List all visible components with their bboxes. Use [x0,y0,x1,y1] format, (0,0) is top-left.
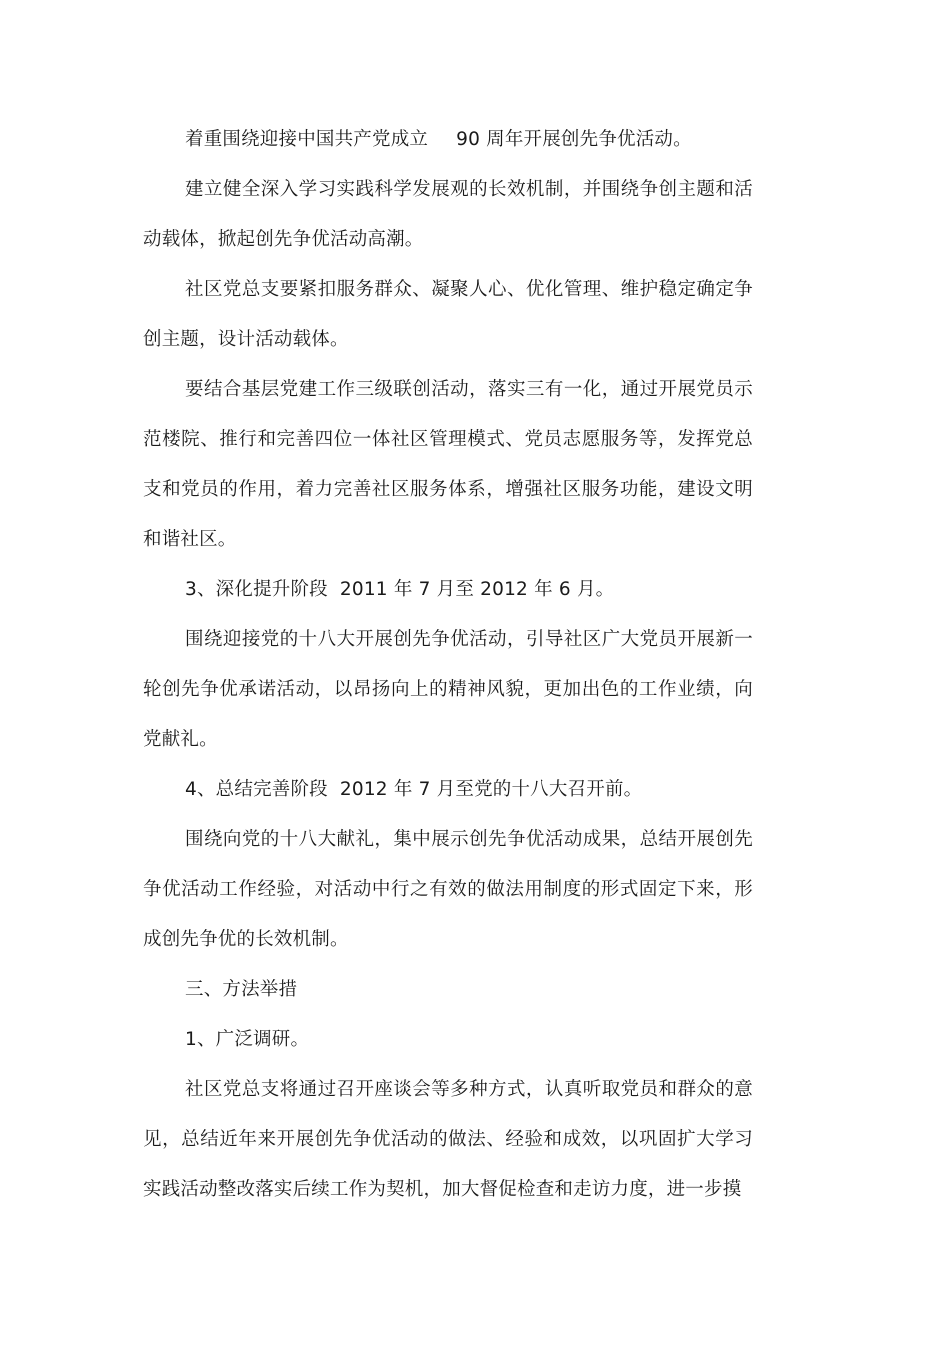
paragraph-7 [143,765,753,815]
paragraph-8: 围绕向党的十八大献礼，集中展示创先争优活动成果，总结开展创先争优活动工作经验，对活动中行之有效的做法用制度的形式固定下来，形成创先争优的长效机制。 [143,829,753,950]
paragraph-2: 建立健全深入学习实践科学发展观的长效机制，并围绕争创主题和活动载体，掀起创先争优活动高潮。 [143,179,753,250]
paragraph-11: 社区党总支将通过召开座谈会等多种方式，认真听取党员和群众的意见，总结近年来开展创先争优活动的做法、经验和成效，以巩固扩大学习实践活动整改落实后续工作为契机，加大督促检查和走访力度，进一步摸 [143,1079,753,1200]
stage-4-heading: 4、总结完善阶段 [185,779,328,800]
stage-4-dates: 2012 年 7 月至党的十八大召开前。 [339,779,643,800]
paragraph-1-part-2: 90 周年开展创先争优活动。 [456,129,692,150]
paragraph-3: 社区党总支要紧扣服务群众、凝聚人心、优化管理、维护稳定确定争创主题，设计活动载体。 [143,279,753,350]
paragraph-6: 围绕迎接党的十八大开展创先争优活动，引导社区广大党员开展新一轮创先争优承诺活动，以昂扬向上的精神风貌，更加出色的工作业绩，向党献礼。 [143,629,753,750]
document-body [143,115,753,1215]
paragraph-4: 要结合基层党建工作三级联创活动，落实三有一化，通过开展党员示范楼院、推行和完善四位一体社区管理模式、党员志愿服务等，发挥党总支和党员的作用，着力完善社区服务体系，增强社区服务功能，建设文明和谐社区。 [143,379,753,550]
subsection-heading-1: 1、广泛调研。 [185,1029,310,1050]
paragraph-1-part-1: 着重围绕迎接中国共产党成立 [185,129,429,150]
stage-3-heading: 3、深化提升阶段 [185,579,328,600]
paragraph-1 [143,115,753,165]
paragraph-5 [143,565,753,615]
stage-3-dates: 2011 年 7 月至 2012 年 6 月。 [339,579,615,600]
section-heading-3: 三、方法举措 [185,979,298,1000]
